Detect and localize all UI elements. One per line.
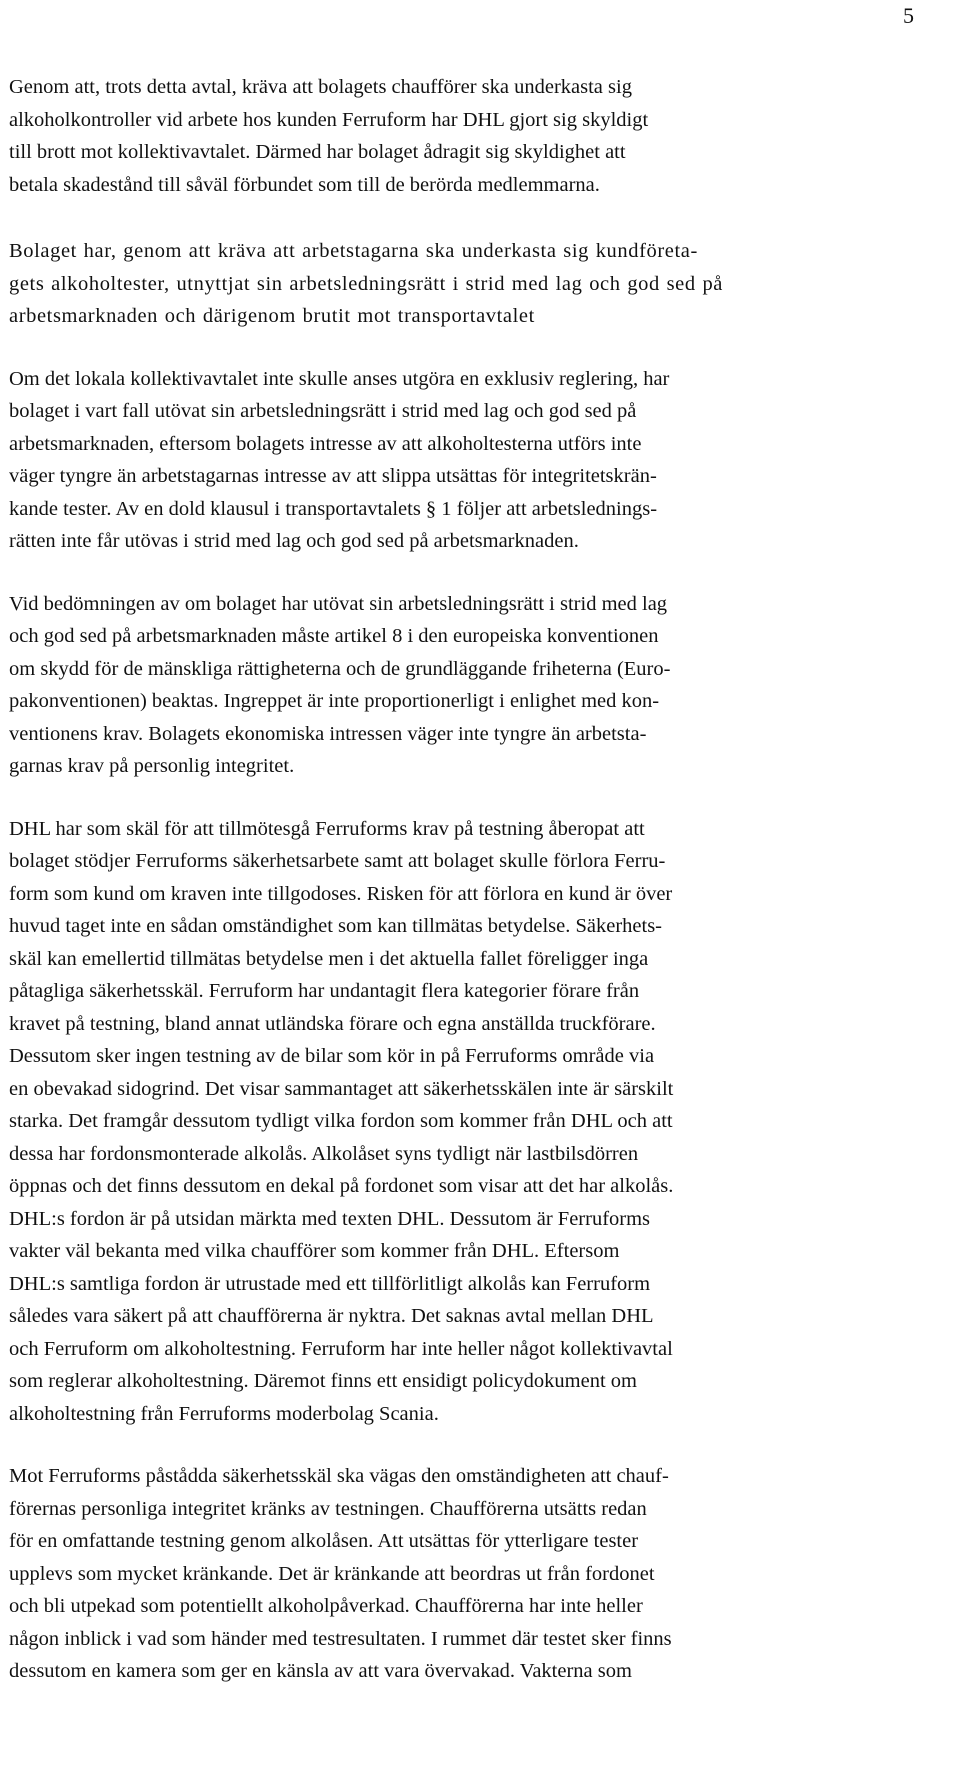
text-line: dessutom en kamera som ger en känsla av att vara övervakad. Vakterna som (9, 1660, 632, 1682)
text-line: och Ferruform om alkoholtestning. Ferruform har inte heller något kollektivavtal (9, 1337, 673, 1360)
paragraph-3 (9, 363, 931, 558)
text-line: och bli utpekad som potentiellt alkoholpåverkad. Chaufförerna har inte heller (9, 1595, 643, 1617)
text-line: och god sed på arbetsmarknaden måste artikel 8 i den europeiska konventionen (9, 625, 659, 647)
paragraph-2 (9, 235, 931, 333)
text-line: bolaget i vart fall utövat sin arbetsledningsrätt i strid med lag och god sed på (9, 400, 637, 422)
document-body (9, 71, 931, 1718)
paragraph-6 (9, 1460, 931, 1688)
text-line: huvud taget inte en sådan omständighet som kan tillmätas betydelse. Säkerhets- (9, 915, 662, 937)
text-line: DHL har som skäl för att tillmötesgå Ferruforms krav på testning åberopat att (9, 817, 645, 840)
text-line: arbetsmarknaden, eftersom bolagets intresse av att alkoholtesterna utförs inte (9, 432, 642, 455)
page-number: 5 (903, 3, 914, 28)
text-line: rätten inte får utövas i strid med lag och god sed på arbetsmarknaden. (9, 530, 579, 552)
text-line: alkoholkontroller vid arbete hos kunden Ferruform har DHL gjort sig skyldigt (9, 108, 649, 131)
paragraph-5 (9, 813, 931, 1431)
text-line: Mot Ferruforms påstådda säkerhetsskäl ska vägas den omständigheten att chauf- (9, 1465, 669, 1487)
text-line: som reglerar alkoholtestning. Däremot finns ett ensidigt policydokument om (9, 1370, 637, 1392)
text-line: om skydd för de mänskliga rättigheterna och de grundläggande friheterna (Euro- (9, 657, 671, 680)
text-line: Bolaget har, genom att kräva att arbetstagarna ska underkasta sig kundföreta- (9, 240, 698, 262)
text-line: Genom att, trots detta avtal, kräva att bolagets chaufförer ska underkasta sig (9, 76, 632, 98)
paragraph-1 (9, 71, 931, 201)
text-line: kravet på testning, bland annat utländska förare och egna anställda truckförare. (9, 1012, 656, 1035)
text-line: form som kund om kraven inte tillgodoses. Risken för att förlora en kund är över (9, 882, 673, 905)
text-line: betala skadestånd till såväl förbundet som till de berörda medlemmarna. (9, 173, 600, 196)
text-line: öppnas och det finns dessutom en dekal på fordonet som visar att det har alkolås. (9, 1175, 674, 1197)
text-line: dessa har fordonsmonterade alkolås. Alkolåset syns tydligt när lastbilsdörren (9, 1142, 639, 1165)
text-line: för en omfattande testning genom alkolåsen. Att utsättas för ytterligare tester (9, 1530, 639, 1552)
text-line: DHL:s samtliga fordon är utrustade med ett tillförlitligt alkolås kan Ferruform (9, 1272, 651, 1295)
text-line: bolaget stödjer Ferruforms säkerhetsarbete samt att bolaget skulle förlora Ferru- (9, 850, 666, 872)
text-line: gets alkoholtester, utnyttjat sin arbetsledningsrätt i strid med lag och god sed på (9, 272, 723, 295)
text-line: garnas krav på personlig integritet. (9, 755, 295, 777)
text-line: pakonventionen) beaktas. Ingreppet är inte proportionerligt i enlighet med kon- (9, 690, 660, 712)
paragraph-4 (9, 588, 931, 783)
text-line: väger tyngre än arbetstagarnas intresse av att slippa utsättas för integritetskrän- (9, 465, 657, 487)
text-line: Vid bedömningen av om bolaget har utövat sin arbetsledningsrätt i strid med lag (9, 592, 668, 615)
text-line: ventionens krav. Bolagets ekonomiska intressen väger inte tyngre än arbetsta- (9, 722, 647, 745)
text-line: således vara säkert på att chaufförerna är nyktra. Det saknas avtal mellan DHL (9, 1305, 654, 1327)
text-line: DHL:s fordon är på utsidan märkta med texten DHL. Dessutom är Ferruforms (9, 1207, 651, 1230)
text-line: arbetsmarknaden och därigenom brutit mot transportavtalet (9, 305, 535, 327)
text-line: förernas personliga integritet kränks av testningen. Chaufförerna utsätts redan (9, 1497, 647, 1520)
text-line: kande tester. Av en dold klausul i transportavtalets § 1 följer att arbetslednings- (9, 497, 658, 520)
text-line: någon inblick i vad som händer med testresultaten. I rummet där testet sker finns (9, 1627, 672, 1650)
text-line: starka. Det framgår dessutom tydligt vilka fordon som kommer från DHL och att (9, 1110, 673, 1132)
text-line: upplevs som mycket kränkande. Det är kränkande att beordras ut från fordonet (9, 1562, 655, 1585)
text-line: skäl kan emellertid tillmätas betydelse men i det aktuella fallet föreligger inga (9, 947, 649, 970)
text-line: Dessutom sker ingen testning av de bilar som kör in på Ferruforms område via (9, 1045, 655, 1067)
text-line: alkoholtestning från Ferruforms moderbolag Scania. (9, 1402, 439, 1425)
text-line: till brott mot kollektivavtalet. Därmed har bolaget ådragit sig skyldighet att (9, 141, 626, 163)
text-line: påtagliga säkerhetsskäl. Ferruform har undantagit flera kategorier förare från (9, 980, 640, 1002)
text-line: en obevakad sidogrind. Det visar sammantaget att säkerhetsskälen inte är särskilt (9, 1077, 674, 1100)
text-line: vakter väl bekanta med vilka chaufförer som kommer från DHL. Eftersom (9, 1240, 620, 1262)
text-line: Om det lokala kollektivavtalet inte skulle anses utgöra en exklusiv reglering, har (9, 367, 670, 390)
